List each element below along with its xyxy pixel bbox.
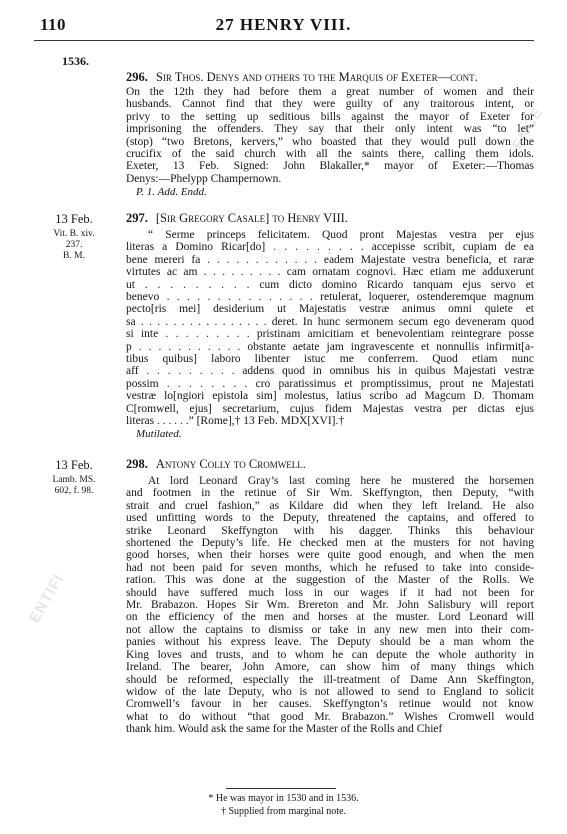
- footnote-rule: [226, 788, 336, 789]
- text-line: pecto[ris mei] desiderium ut Majestatis vestræ animus omni quiete et: [126, 303, 534, 316]
- ref-line: 602, f. 98.: [54, 486, 94, 496]
- ref-line: 237.: [65, 240, 83, 250]
- text-line: literas a Domino Ricar[do] . . . . . . . . . accepisse scribit, cupiam de ea: [126, 241, 534, 254]
- text-line: Mr. Brabazon. Hopes Sir Wm. Brereton and Mr. John Salisbury will report: [126, 599, 534, 612]
- text-line: widow of the late Deputy, who is not allowed to send to England to solicit: [126, 685, 534, 698]
- text-line: used unfitting words to the Deputy, threatened the captains, and offered to: [126, 512, 534, 525]
- text-line: tibus quibus] laboro libenter istuc me conferrem. Quod etiam nunc: [126, 353, 534, 366]
- ref-line: Lamb. MS.: [52, 475, 96, 485]
- text-line: not allow the captains to dismiss or take in any new men into their com-: [126, 623, 534, 636]
- text-line: virtutes ac am . . . . . . . . . cam ornatam cognovi. Hæc etiam me adduxerunt: [126, 266, 534, 279]
- text-line: King loves and trusts, and to whom he can depute the whole authority in: [126, 648, 534, 661]
- entry-number: 296.: [126, 70, 148, 84]
- text-line: shortened the Deputy’s life. He checked men at the musters for not having: [126, 537, 534, 550]
- text-line: At lord Leonard Gray’s last coming here he mustered the horsemen: [148, 475, 534, 487]
- text-line: strike Leonard Skeffyngton with his dagger. Thinks this behaviour: [126, 524, 534, 537]
- text-line: Cromwell’s favour in her causes. Skeffyngton’s retinue would not know: [126, 698, 534, 711]
- entry-heading-297: [126, 211, 533, 226]
- footnote: † Supplied from marginal note.: [220, 806, 347, 817]
- text-line: privy to the setting up seditious bills against the mayor of Exeter for: [126, 110, 534, 123]
- entry-number: 298.: [126, 457, 148, 471]
- watermark: ENCE: [509, 104, 547, 153]
- text-line: vestræ lo[ngiori epistola sim] molestus, latius scribo ad Magcum D. Thomam: [126, 390, 534, 403]
- text-line: ut . . . . . . . . . cum dicto domino Ricardo tanquam ejus servo et: [126, 278, 534, 291]
- text-line: Ireland. The bearer, John Amore, can show him of many things which: [126, 661, 534, 674]
- entry-title: Antony Colly to Cromwell.: [155, 457, 306, 471]
- entry-body-296: [126, 86, 534, 185]
- entry-body-297: [126, 229, 534, 428]
- header-rule: [34, 40, 534, 41]
- text-line: and footmen in the retinue of Sir Wm. Skeffyngton, then Deputy, “with: [126, 487, 534, 500]
- text-line: had not been paid for seven months, which he refused to take into conside-: [126, 561, 534, 574]
- text-line: (stop) “two Bretons, kervers,” who boasted that they would pull down the: [126, 135, 534, 148]
- text-line: Exeter, 13 Feb. Signed: John Blakaller,* mayor of Exeter:—Thomas: [126, 160, 534, 173]
- text-line: ration. This was done at the suggestion of the Master of the Rolls. We: [126, 574, 534, 587]
- entry-heading-298: [126, 457, 533, 472]
- text-line: crucifix of the said church with all the saints there, calling them idols.: [126, 148, 534, 161]
- text-line: C[romwell, ejus] secretarium, cujus fidem Majestas vestra per dictas ejus: [126, 402, 534, 415]
- text-line: possim . . . . . . . . cro paratissimus et promptissimus, prout ne Majestati: [126, 377, 534, 390]
- text-line: bene mereri fa . . . . . . . . . . . . eadem Majestate vestra beneficia, et raræ: [126, 253, 534, 266]
- entry-number: 297.: [126, 211, 148, 225]
- entry-heading-296: [126, 70, 533, 85]
- text-line: imprisoning the offenders. They say that their only intent was “to let”: [126, 123, 534, 136]
- entry-title: Sir Thos. Denys and others to the Marquis of Exeter—cont.: [155, 70, 478, 84]
- text-line: On the 12th they had before them a great number of women and their: [126, 86, 534, 98]
- text-line: strait and cruel fashion,” as Kildare did when they left Ireland. He also: [126, 499, 534, 512]
- ref-line: B. M.: [63, 251, 85, 261]
- text-line: Denys:—Phelypp Champernown.: [126, 172, 282, 185]
- text-line: good horses, when their horses were quite good enough, and when the men: [126, 549, 534, 562]
- text-line: p . . . . . . . . . . . obstante aetate jam ingravescente et nonnullis infirmit[a-: [126, 340, 534, 353]
- entry-title: [Sir Gregory Casale] to Henry VIII.: [155, 211, 348, 225]
- entry-date-298: 13 Feb.: [55, 458, 93, 472]
- watermark: ENTIFI: [26, 571, 68, 626]
- text-line: should have suffered much loss in our wages if it had not been for: [126, 586, 534, 599]
- entry-note-296: P. 1. Add. Endd.: [136, 186, 207, 198]
- text-line: aff . . . . . . . . . addens quod in omnibus his in quibus Majestati vestræ: [126, 365, 534, 378]
- entry-body-298: [126, 475, 534, 736]
- text-line: benevo . . . . . . . . . . . . . . . retulerat, loquerer, ostenderemque magnum: [126, 291, 534, 304]
- text-line: what to do without “that good Mr. Brabazon.” Wishes Cromwell would: [126, 710, 534, 723]
- text-line: sa . . . . . . . . . . . . . . . . deret. In hunc sermonem secum ego deveneram quod: [126, 315, 534, 328]
- page-number: 110: [40, 15, 67, 34]
- text-line: si inte . . . . . . . . . pristinam amicitiam et benevolentiam reintegrare posse: [126, 328, 534, 341]
- text-line: on the efficiency of the men and horses at the muster. Lord Leonard will: [126, 611, 534, 624]
- page-title: 27 HENRY VIII.: [215, 15, 352, 34]
- ref-line: Vit. B. xiv.: [53, 229, 95, 239]
- text-line: should be reformed, especially the ill-treatment of Dame Ann Skeffington,: [126, 673, 534, 686]
- entry-note-297: Mutilated.: [136, 428, 182, 440]
- text-line: “ Serme princeps felicitatem. Quod pront Majestas vestra per ejus: [148, 229, 534, 241]
- footnote: * He was mayor in 1530 and in 1536.: [208, 793, 359, 804]
- entry-date-297: 13 Feb.: [55, 212, 93, 226]
- year-marker: 1536.: [62, 54, 89, 68]
- text-line: thank him. Would ask the same for the Master of the Rolls and Chief: [126, 723, 443, 736]
- text-line: panies without his express leave. The Deputy should be a man whom the: [126, 636, 534, 649]
- text-line: literas . . . . . .” [Rome],† 13 Feb. MDX[XVI].†: [126, 415, 345, 428]
- entry-reference-298: [46, 475, 102, 497]
- text-line: husbands. Cannot find that they were guilty of any traitorous intent, or: [126, 98, 534, 111]
- entry-reference-297: [46, 229, 102, 262]
